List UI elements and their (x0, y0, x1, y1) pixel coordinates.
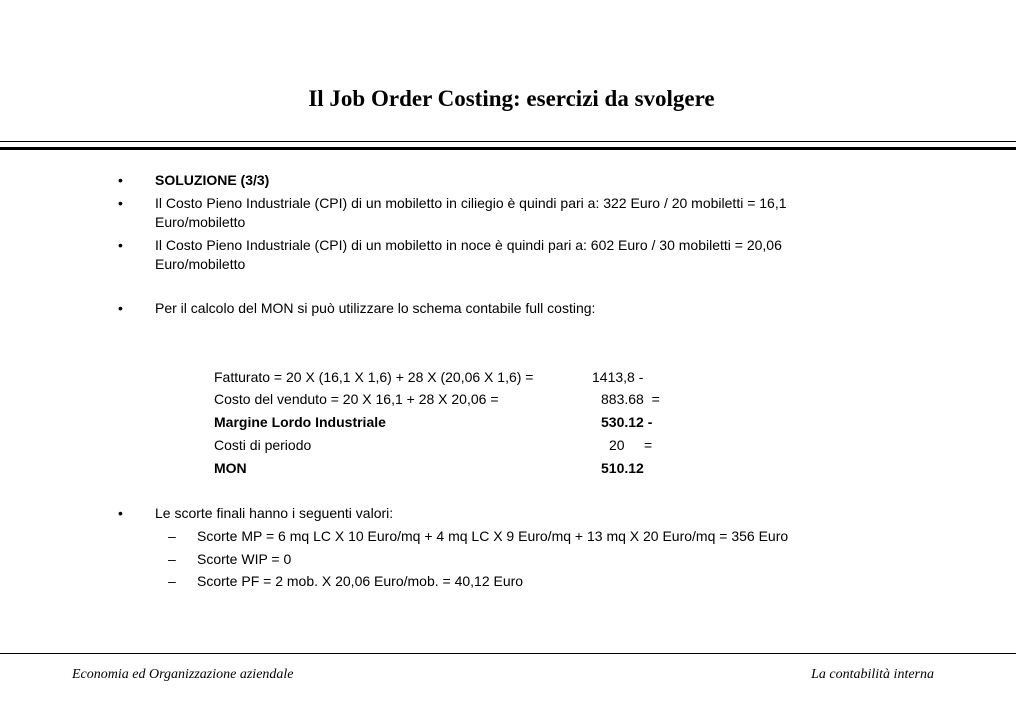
mon-intro-text: Per il calcolo del MON si può utilizzare lo schema contabile full costing: (155, 300, 596, 316)
bullet-marker: • (118, 195, 123, 211)
bullet-marker: • (118, 505, 123, 521)
cpi-noce-text: Il Costo Pieno Industriale (CPI) di un mobiletto in noce è quindi pari a: 602 Euro / 30 mobiletti = 20,06 Euro/mobiletto (155, 237, 782, 272)
calc-label-costo-venduto: Costo del venduto = 20 X 16,1 + 28 X 20,06 = (214, 391, 499, 407)
solution-heading: SOLUZIONE (3/3) (155, 172, 270, 188)
dash-marker: – (168, 573, 176, 589)
calc-label-mon: MON (214, 460, 247, 476)
bullet-marker: • (118, 172, 123, 188)
slide-title: Il Job Order Costing: esercizi da svolgere (308, 86, 715, 111)
dash-marker: – (168, 528, 176, 544)
calc-value-margine: 530.12 - (601, 414, 653, 430)
calc-value-fatturato: 1413,8 - (592, 369, 644, 385)
bullet-marker: • (118, 237, 123, 253)
calc-label-fatturato: Fatturato = 20 X (16,1 X 1,6) + 28 X (20,06 X 1,6) = (214, 369, 534, 385)
footer-section-title: La contabilità interna (811, 667, 934, 682)
calc-label-costi-periodo: Costi di periodo (214, 437, 312, 453)
title-divider-thick (0, 147, 1016, 150)
calc-value-costo-venduto: 883.68 = (601, 391, 660, 407)
calc-value-costi-periodo: 20 = (609, 437, 653, 453)
scorte-mp-text: Scorte MP = 6 mq LC X 10 Euro/mq + 4 mq LC X 9 Euro/mq + 13 mq X 20 Euro/mq = 356 Euro (197, 528, 789, 544)
dash-marker: – (168, 551, 176, 567)
calc-label-margine: Margine Lordo Industriale (214, 414, 386, 430)
calc-value-mon: 510.12 (601, 460, 644, 476)
bullet-marker: • (118, 300, 123, 316)
scorte-intro-text: Le scorte finali hanno i seguenti valori: (155, 505, 394, 521)
scorte-wip-text: Scorte WIP = 0 (197, 551, 292, 567)
cpi-ciliegio-text: Il Costo Pieno Industriale (CPI) di un mobiletto in ciliegio è quindi pari a: 322 Euro / 20 mobiletti = 16,1 Euro/mobiletto (155, 195, 787, 230)
scorte-pf-text: Scorte PF = 2 mob. X 20,06 Euro/mob. = 40,12 Euro (197, 573, 524, 589)
footer-course-title: Economia ed Organizzazione aziendale (72, 667, 294, 682)
footer-divider (0, 653, 1016, 654)
title-divider-thin (0, 141, 1016, 142)
